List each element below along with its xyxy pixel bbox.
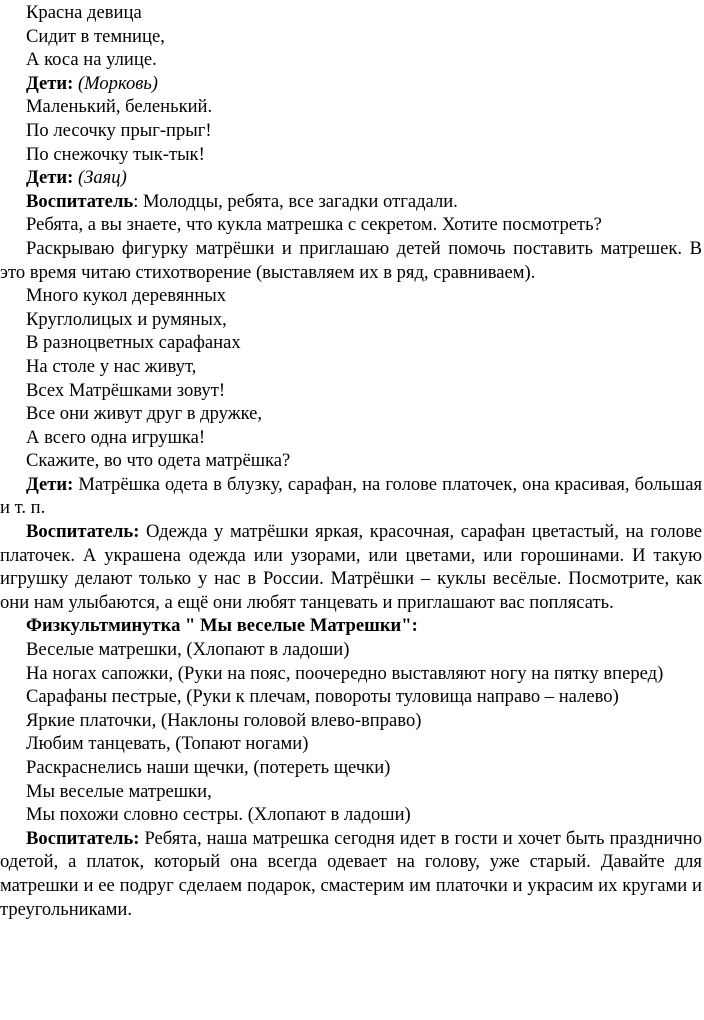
speech-text: Одежда у матрёшки яркая, красочная, сарафан цветастый, на голове платочек. А украшена одежда или узорами, или цветами, или горошинами. И такую игрушку делают только у нас в России. Матрёшки – куклы весёлые. Посмотрите, как они нам улыбаются, а ещё они любят танцевать и приглашают вас поплясать. bbox=[0, 521, 702, 613]
riddle-line: Красна девица bbox=[26, 2, 142, 23]
speech-text: Ребята, наша матрешка сегодня идет в гости и хочет быть празднично одетой, а платок, который она всегда одевает на голову, уже старый. Давайте для матрешки и ее подруг сделаем подарок, смастерим им платочки и украсим их кругами и треугольниками. bbox=[0, 827, 702, 920]
children-answer-paragraph bbox=[0, 473, 704, 520]
children-answer bbox=[0, 72, 704, 96]
exercise-line: Яркие платочки, (Наклоны головой влево-вправо) bbox=[26, 709, 422, 731]
riddle-line: Маленький, беленький. bbox=[26, 96, 213, 118]
exercise-line: Раскраснелись наши щечки, (потереть щечки) bbox=[26, 757, 391, 778]
riddle-line: А коса на улице. bbox=[26, 49, 157, 71]
exercise-line: Сарафаны пестрые, (Руки к плечам, повороты туловища направо – налево) bbox=[26, 686, 619, 708]
teacher-paragraph bbox=[0, 827, 704, 921]
speaker-label: Воспитатель bbox=[26, 190, 134, 212]
exercise-line: Веселые матрешки, (Хлопают в ладоши) bbox=[26, 639, 350, 661]
teacher-paragraph bbox=[0, 520, 704, 614]
speech-text: Матрёшка одета в блузку, сарафан, на голове платочек, она красивая, большая и т. п. bbox=[0, 473, 702, 519]
poem-line: Много кукол деревянных bbox=[26, 285, 227, 307]
speech-text: : Молодцы, ребята, все загадки отгадали. bbox=[133, 190, 458, 212]
speaker-label: Воспитатель: bbox=[26, 521, 140, 543]
riddle-line: По лесочку прыг-прыг! bbox=[26, 119, 212, 141]
exercise-line: Мы веселые матрешки, bbox=[26, 780, 212, 802]
exercise-line: Мы похожи словно сестры. (Хлопают в ладоши) bbox=[26, 804, 411, 826]
poem-line: В разноцветных сарафанах bbox=[26, 332, 241, 354]
answer-text: (Заяц) bbox=[77, 167, 127, 189]
heading-text: Физкультминутка " Мы веселые Матрешки": bbox=[26, 615, 418, 637]
teacher-line bbox=[0, 190, 704, 214]
poem-line: А всего одна игрушка! bbox=[26, 426, 206, 448]
section-heading bbox=[0, 614, 704, 638]
exercise-line: Любим танцевать, (Топают ногами) bbox=[26, 733, 309, 755]
riddle-line: Сидит в темнице, bbox=[26, 25, 165, 47]
poem-line: Круглолицых и румяных, bbox=[26, 308, 227, 330]
question-line: Скажите, во что одета матрёшка? bbox=[26, 450, 291, 472]
paragraph: Раскрываю фигурку матрёшки и приглашаю детей помочь поставить матрешек. В это время читаю стихотворение (выставляем их в ряд, сравниваем). bbox=[0, 237, 702, 283]
text-line: Ребята, а вы знаете, что кукла матрешка с секретом. Хотите посмотреть? bbox=[26, 214, 602, 236]
speaker-label: Дети: bbox=[26, 167, 74, 189]
poem-line: На столе у нас живут, bbox=[26, 355, 197, 377]
riddle-line: По снежочку тык-тык! bbox=[26, 143, 205, 165]
exercise-line: На ногах сапожки, (Руки на пояс, поочередно выставляют ногу на пятку вперед) bbox=[26, 662, 664, 684]
answer-text: (Морковь) bbox=[77, 72, 158, 94]
speaker-label: Дети: bbox=[26, 473, 74, 495]
speaker-label: Дети: bbox=[26, 72, 74, 94]
poem-line: Все они живут друг в дружке, bbox=[26, 403, 263, 425]
speaker-label: Воспитатель: bbox=[26, 827, 140, 849]
poem-line: Всех Матрёшками зовут! bbox=[26, 379, 226, 401]
children-answer bbox=[0, 166, 704, 190]
